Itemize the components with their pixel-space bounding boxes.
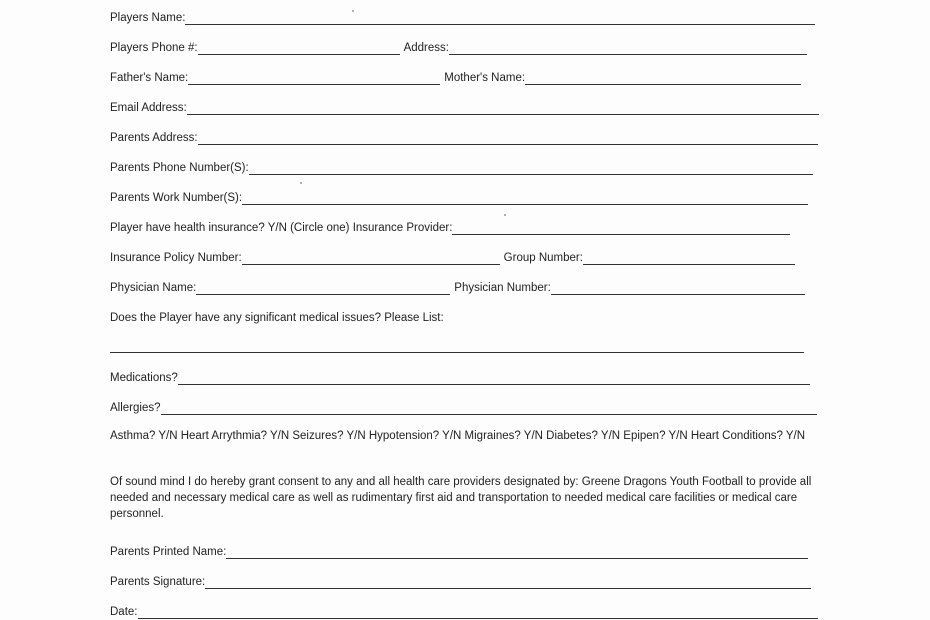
- parents-names-row: [110, 72, 801, 85]
- insurance-policy-field[interactable]: [242, 252, 500, 265]
- parents-address-field[interactable]: [198, 132, 818, 145]
- scan-speck: [352, 10, 354, 12]
- medications-field[interactable]: [178, 372, 810, 385]
- medications-label: Medications?: [110, 372, 178, 384]
- date-row: [110, 606, 818, 619]
- group-number-label: Group Number:: [503, 252, 583, 264]
- allergies-label: Allergies?: [110, 402, 161, 414]
- address-label: Address:: [403, 42, 449, 54]
- parents-address-row: [110, 132, 818, 145]
- physician-name-label: Physician Name:: [110, 282, 197, 294]
- players-name-row: [110, 12, 815, 25]
- mothers-name-field[interactable]: [525, 72, 801, 85]
- email-field[interactable]: [187, 102, 819, 115]
- parents-printed-name-row: [110, 546, 808, 559]
- parents-phone-field[interactable]: [249, 162, 813, 175]
- medical-conditions-text: Asthma? Y/N Heart Arrythmia? Y/N Seizures? Y/N Hypotension? Y/N Migraines? Y/N Diabetes? Y/N Epipen? Y/N Heart Conditions? Y/N: [110, 430, 806, 442]
- players-phone-field[interactable]: [198, 42, 400, 55]
- parents-printed-name-field[interactable]: [226, 546, 808, 559]
- email-row: [110, 102, 819, 115]
- medications-row: [110, 372, 810, 385]
- insurance-policy-row: [110, 252, 795, 265]
- scan-speck: [504, 214, 506, 216]
- parents-signature-field[interactable]: [205, 576, 811, 589]
- consent-text: Of sound mind I do hereby grant consent to any and all health care providers designated by: Greene Dragons Youth Football to provide all needed and necessary medical care as well as rudimentary first aid and transportation to needed medical care facilities or medical care personnel.: [110, 476, 812, 520]
- email-label: Email Address:: [110, 102, 187, 114]
- parents-phone-label: Parents Phone Number(S):: [110, 162, 249, 174]
- players-phone-row: [110, 42, 807, 55]
- physician-number-field[interactable]: [551, 282, 805, 295]
- health-insurance-row: [110, 222, 790, 235]
- parents-phone-row: [110, 162, 813, 175]
- parents-signature-row: [110, 576, 811, 589]
- allergies-field[interactable]: [161, 402, 817, 415]
- insurance-policy-label: Insurance Policy Number:: [110, 252, 242, 264]
- players-name-field[interactable]: [185, 12, 815, 25]
- medical-issues-field[interactable]: [110, 340, 804, 353]
- mothers-name-label: Mother's Name:: [444, 72, 526, 84]
- address-field[interactable]: [449, 42, 807, 55]
- date-label: Date:: [110, 606, 138, 618]
- medical-issues-line-row: [110, 340, 804, 353]
- parents-signature-label: Parents Signature:: [110, 576, 206, 588]
- physician-row: [110, 282, 805, 295]
- players-phone-label: Players Phone #:: [110, 42, 198, 54]
- parents-printed-name-label: Parents Printed Name:: [110, 546, 227, 558]
- physician-number-label: Physician Number:: [454, 282, 551, 294]
- allergies-row: [110, 402, 817, 415]
- scan-speck: [300, 182, 302, 184]
- medical-issues-label: Does the Player have any significant medical issues? Please List:: [110, 312, 444, 324]
- physician-name-field[interactable]: [196, 282, 450, 295]
- fathers-name-field[interactable]: [188, 72, 440, 85]
- date-field[interactable]: [138, 606, 818, 619]
- parents-work-label: Parents Work Number(S):: [110, 192, 243, 204]
- parents-address-label: Parents Address:: [110, 132, 198, 144]
- parents-work-field[interactable]: [242, 192, 808, 205]
- health-insurance-label: Player have health insurance? Y/N (Circle one) Insurance Provider:: [110, 222, 453, 234]
- fathers-name-label: Father's Name:: [110, 72, 189, 84]
- insurance-provider-field[interactable]: [452, 222, 790, 235]
- medical-issues-row: [110, 312, 444, 325]
- group-number-field[interactable]: [583, 252, 795, 265]
- parents-work-row: [110, 192, 808, 205]
- players-name-label: Players Name:: [110, 12, 186, 24]
